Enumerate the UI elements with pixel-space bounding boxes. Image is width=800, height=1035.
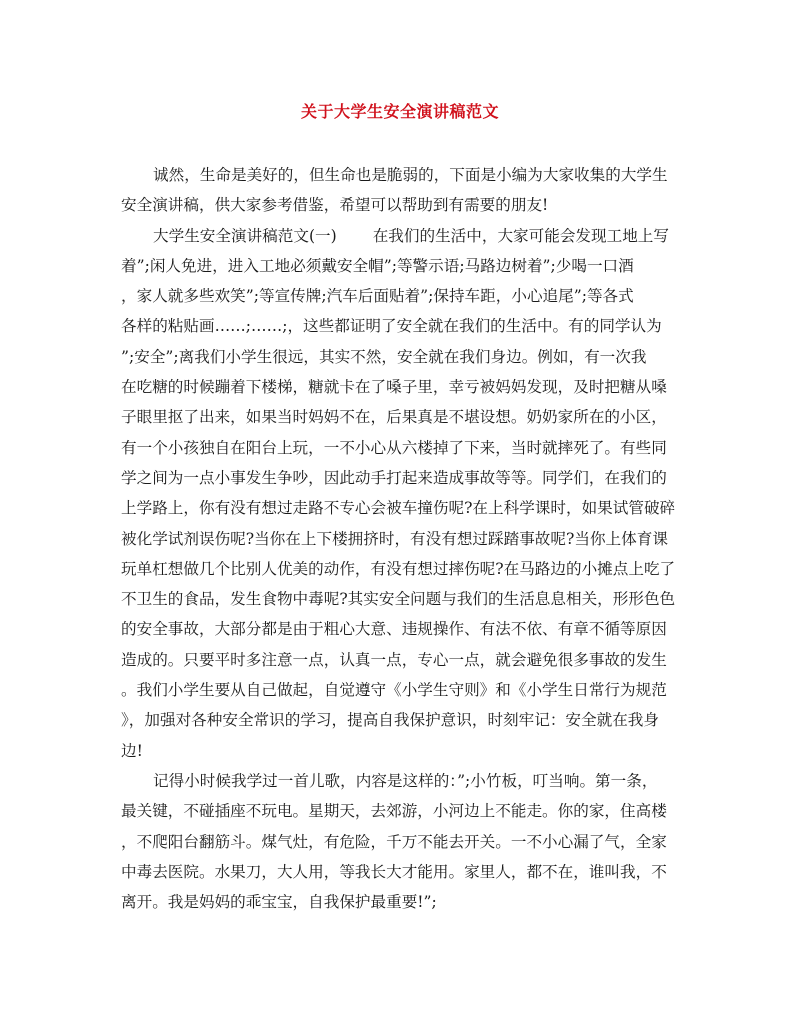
text-line: 》，加强对各种安全常识的学习，提高自我保护意识，时刻牢记：安全就在我身 bbox=[121, 711, 659, 730]
text-line: 边! bbox=[121, 741, 143, 760]
text-line: 有一个小孩独自在阳台上玩，一不小心从六楼掉了下来，当时就摔死了。有些同 bbox=[121, 438, 667, 457]
text-line: 记得小时候我学过一首儿歌，内容是这样的：”;小竹板，叮当响。第一条， bbox=[153, 771, 658, 790]
text-line: 在吃糖的时候蹦着下楼梯，糖就卡在了嗓子里，幸亏被妈妈发现，及时把糖从嗓 bbox=[121, 378, 667, 397]
text-line: ，不爬阳台翻筋斗。煤气灶，有危险，千万不能去开关。一不小心漏了气，全家 bbox=[121, 832, 667, 851]
text-line: 。我们小学生要从自己做起，自觉遵守《小学生守则》和《小学生日常行为规范 bbox=[121, 681, 667, 700]
text-line: 中毒去医院。水果刀，大人用，等我长大才能用。家里人，都不在，谁叫我，不 bbox=[121, 862, 667, 881]
text-line: 上学路上，你有没有想过走路不专心会被车撞伤呢?在上科学课时，如果试管破碎 bbox=[121, 499, 676, 518]
text-line: 被化学试剂误伤呢?当你在上下楼拥挤时，有没有想过踩踏事故呢?当你上体育课 bbox=[121, 529, 668, 548]
paragraph-speech-one bbox=[121, 221, 681, 766]
text-line: 子眼里抠了出来，如果当时妈妈不在，后果真是不堪设想。奶奶家所在的小区， bbox=[121, 408, 667, 427]
section-heading: 大学生安全演讲稿范文(一) bbox=[153, 226, 337, 245]
text-line: 最关键，不碰插座不玩电。星期天，去郊游，小河边上不能走。你的家，住高楼 bbox=[121, 802, 667, 821]
text-line: 的安全事故，大部分都是由于粗心大意、违规操作、有法不依、有章不循等原因 bbox=[121, 620, 667, 639]
text-segment: 在我们的生活中，大家可能会发现工地上写 bbox=[372, 226, 669, 245]
text-line: ”;安全”;离我们小学生很远，其实不然，安全就在我们身边。例如，有一次我 bbox=[121, 347, 647, 366]
paragraph-song bbox=[121, 766, 681, 917]
document-body bbox=[121, 160, 681, 917]
document-title: 关于大学生安全演讲稿范文 bbox=[300, 102, 499, 121]
text-line: 玩单杠想做几个比别人优美的动作，有没有想过摔伤呢?在马路边的小摊点上吃了 bbox=[121, 559, 676, 578]
text-line-with-heading bbox=[121, 221, 681, 251]
text-line: 诚然，生命是美好的，但生命也是脆弱的，下面是小编为大家收集的大学生 bbox=[153, 166, 668, 184]
text-line: 各样的粘贴画……;……;，这些都证明了安全就在我们的生活中。有的同学认为 bbox=[121, 317, 662, 336]
text-line: 造成的。只要平时多注意一点，认真一点，专心一点，就会避免很多事故的发生 bbox=[121, 650, 667, 669]
text-line: 不卫生的食品，发生食物中毒呢?其实安全问题与我们的生活息息相关，形形色色 bbox=[121, 590, 676, 609]
text-line: 离开。我是妈妈的乖宝宝，自我保护最重要!”; bbox=[121, 893, 437, 912]
text-line: 安全演讲稿，供大家参考借鉴，希望可以帮助到有需要的朋友! bbox=[121, 196, 549, 215]
text-line: ，家人就多些欢笑”;等宣传牌;汽车后面贴着”;保持车距，小心追尾”;等各式 bbox=[121, 287, 634, 306]
paragraph-intro bbox=[121, 160, 681, 221]
text-line: 着”;闲人免进，进入工地必须戴安全帽”;等警示语;马路边树着”;少喝一口酒 bbox=[121, 256, 634, 275]
text-line: 学之间为一点小事发生争吵，因此动手打起来造成事故等等。同学们，在我们的 bbox=[121, 468, 667, 487]
